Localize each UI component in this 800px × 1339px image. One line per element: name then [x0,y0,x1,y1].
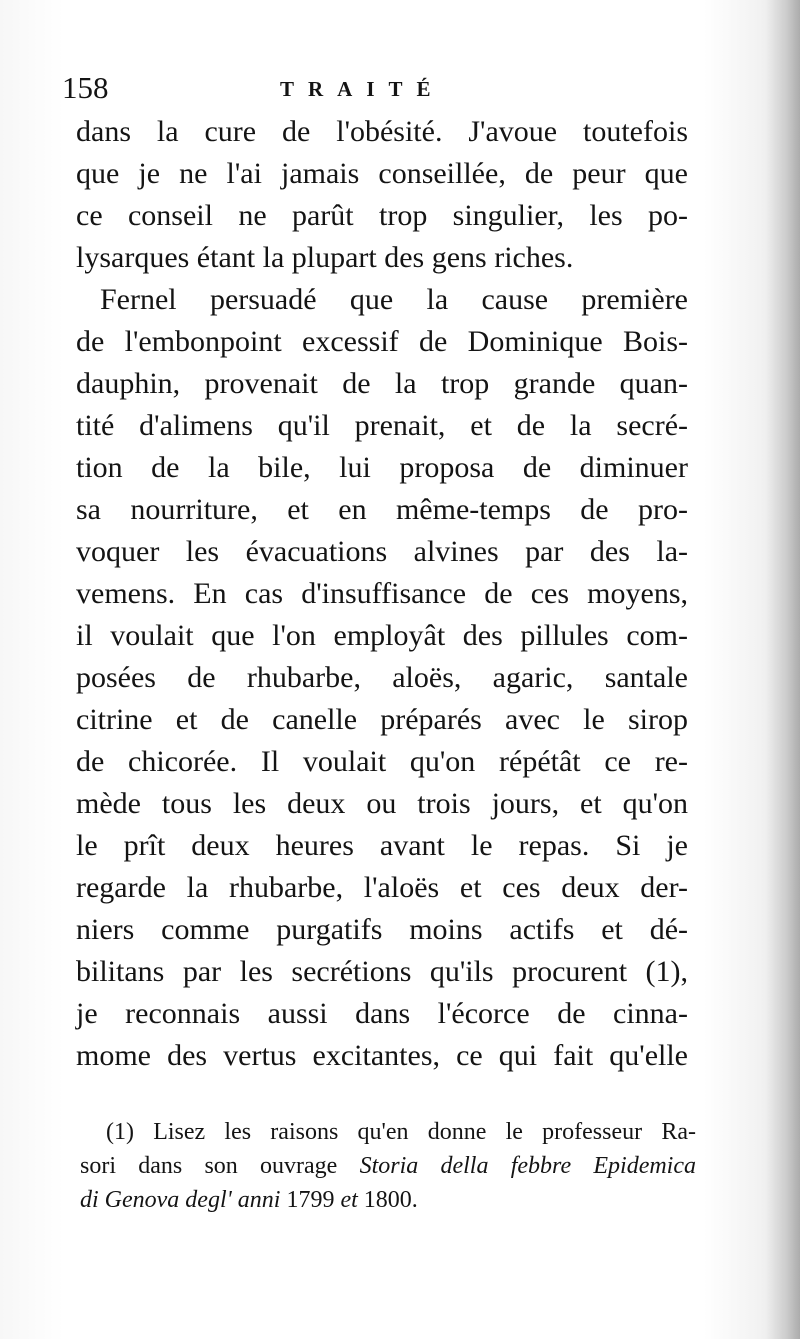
text-line: regarde la rhubarbe, l'aloës et ces deux der- [76,871,688,904]
text-line: bilitans par les secrétions qu'ils procurent (1), [76,955,688,988]
text-line: tion de la bile, lui proposa de diminuer [76,451,688,484]
page-number: 158 [62,70,109,105]
running-head [62,68,702,112]
text-line: mède tous les deux ou trois jours, et qu'on [76,787,688,820]
body-text [76,111,688,1077]
text-line: citrine et de canelle préparés avec le sirop [76,703,688,736]
footnote-book-title-cont: di Genova degl' anni [80,1187,281,1213]
text-line: mome des vertus excitantes, ce qui fait qu'elle [76,1039,688,1072]
text-line: ce conseil ne parût trop singulier, les po- [76,199,688,232]
text-line: Fernel persuadé que la cause première [100,283,688,316]
text-line: de l'embonpoint excessif de Dominique Bois- [76,325,688,358]
footnote [80,1115,696,1217]
text-line: le prît deux heures avant le repas. Si je [76,829,688,862]
text-line: dauphin, provenait de la trop grande quan- [76,367,688,400]
running-title: TRAITÉ [280,77,445,101]
text-line: vemens. En cas d'insuffisance de ces moyens, [76,577,688,610]
text-line: lysarques étant la plupart des gens riches. [76,241,574,274]
text-line: sa nourriture, et en même-temps de pro- [76,493,688,526]
footnote-line [80,1183,696,1217]
text-line: tité d'alimens qu'il prenait, et de la secré- [76,409,688,442]
footnote-conjunction: et [340,1187,358,1213]
text-line: dans la cure de l'obésité. J'avoue toutefois [76,115,688,148]
text-line: que je ne l'ai jamais conseillée, de peur que [76,157,688,190]
text-line: voquer les évacuations alvines par des la- [76,535,688,568]
footnote-year-end: 1800. [357,1187,418,1213]
footnote-text: sori dans son ouvrage [80,1153,360,1179]
text-line: il voulait que l'on employât des pillules com- [76,619,688,652]
footnote-year: 1799 [280,1187,341,1213]
footnote-line [80,1149,696,1183]
text-line: de chicorée. Il voulait qu'on répétât ce re- [76,745,688,778]
page-edge-shadow [766,0,800,1339]
text-line: niers comme purgatifs moins actifs et dé- [76,913,688,946]
text-line: je reconnais aussi dans l'écorce de cinna- [76,997,688,1030]
footnote-book-title: Storia della febbre Epidemica [359,1153,696,1179]
text-line: posées de rhubarbe, aloës, agaric, santale [76,661,688,694]
footnote-line: (1) Lisez les raisons qu'en donne le professeur Ra- [106,1119,696,1145]
